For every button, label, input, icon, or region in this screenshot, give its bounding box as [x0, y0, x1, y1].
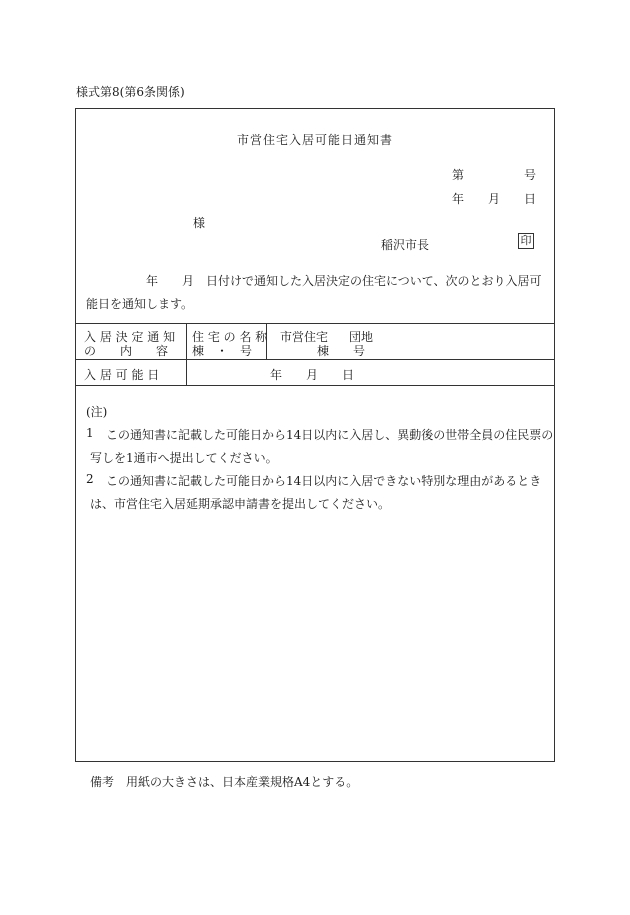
row1-sub-line1: 住 宅 の 名 称: [192, 330, 268, 344]
row1-room-number: 号: [353, 344, 366, 358]
date-day: 日: [524, 192, 537, 206]
note2-line1: この通知書に記載した可能日から14日以内に入居できない特別な理由があるとき: [106, 474, 542, 488]
note2-line2: は、市営住宅入居延期承認申請書を提出してください。: [90, 497, 391, 511]
table-col-divider: [186, 323, 187, 385]
issuer-name: 稲沢市長: [381, 238, 430, 252]
form-number-label: 様式第8(第6条関係): [76, 85, 185, 99]
row1-housing: 市営住宅: [280, 330, 329, 344]
body-line2: 能日を通知します。: [86, 297, 194, 311]
row1-danchi: 団地: [349, 330, 374, 344]
row1-label-line2: の 内 容: [84, 344, 169, 358]
number-prefix: 第: [452, 168, 465, 182]
date-month: 月: [488, 192, 501, 206]
table-bottom-border: [76, 385, 554, 386]
row2-month: 月: [306, 368, 319, 382]
note1-line2: 写しを1通市へ提出してください。: [90, 451, 278, 465]
note1-number: 1: [86, 426, 94, 440]
row1-sub-line2: 棟 ・ 号: [192, 344, 253, 358]
addressee-suffix: 様: [193, 216, 206, 230]
body-month: 月: [182, 274, 195, 288]
seal-mark: 印: [518, 233, 534, 249]
row1-label-line1: 入 居 決 定 通 知: [84, 330, 176, 344]
row1-building: 棟: [317, 344, 330, 358]
notes-heading: (注): [86, 405, 108, 419]
row2-year: 年: [270, 368, 283, 382]
table-row-divider: [76, 359, 554, 360]
row2-label: 入 居 可 能 日: [84, 368, 160, 382]
note2-number: 2: [86, 472, 94, 486]
note1-line1: この通知書に記載した可能日から14日以内に入居し、異動後の世帯全員の住民票の: [106, 428, 554, 442]
form-frame: [75, 108, 555, 762]
table-top-border: [76, 323, 554, 324]
date-year: 年: [452, 192, 465, 206]
body-line1: 日付けで通知した入居決定の住宅について、次のとおり入居可: [206, 274, 542, 288]
remarks-footer: 備考 用紙の大きさは、日本産業規格A4とする。: [90, 775, 359, 789]
document-title: 市営住宅入居可能日通知書: [236, 133, 393, 147]
body-year: 年: [146, 274, 159, 288]
number-suffix: 号: [524, 168, 537, 182]
row2-day: 日: [342, 368, 355, 382]
